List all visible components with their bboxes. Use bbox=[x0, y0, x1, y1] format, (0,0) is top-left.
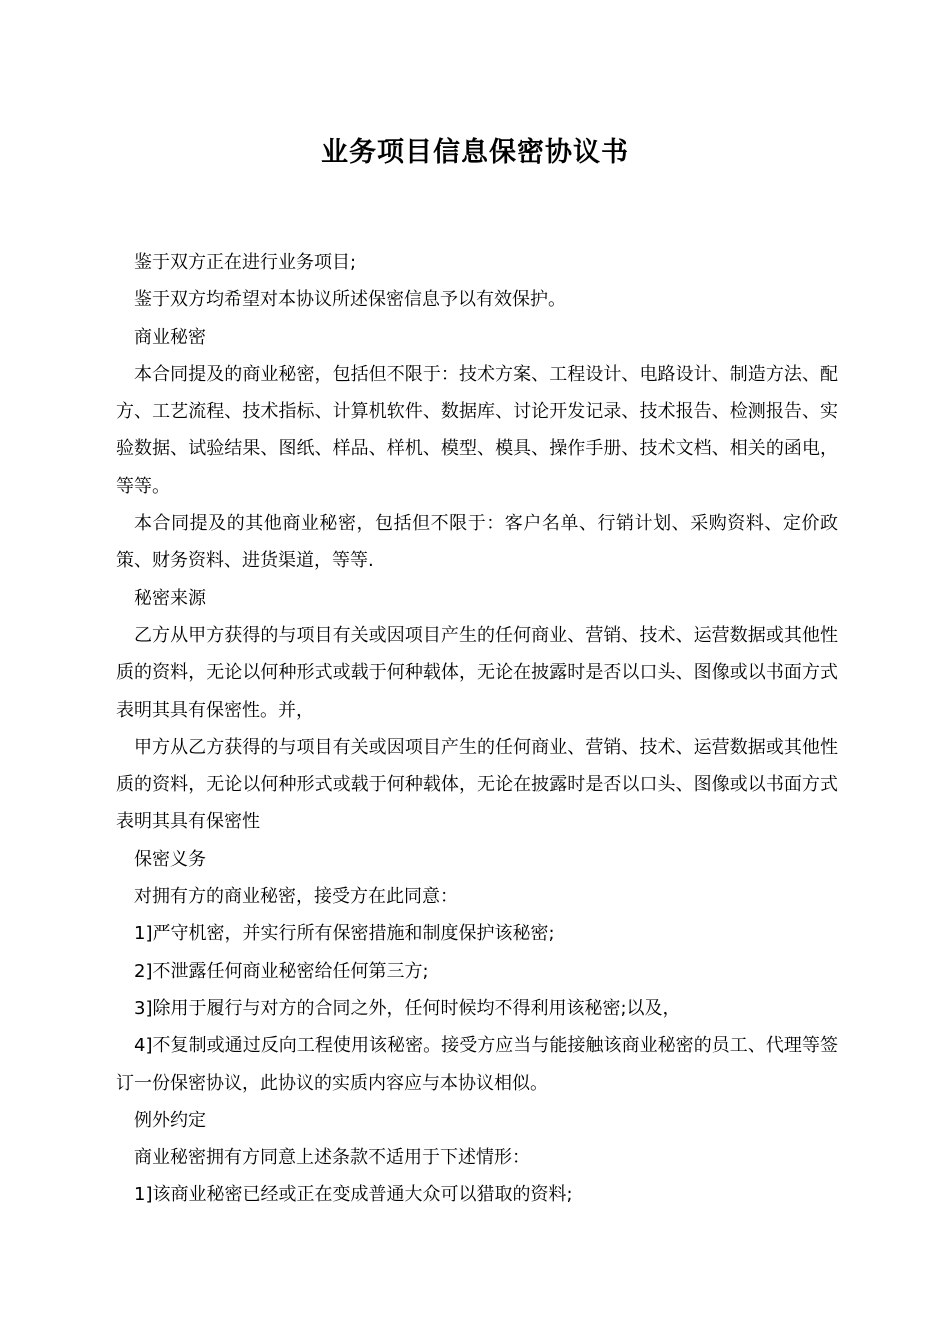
paragraph: 乙方从甲方获得的与项目有关或因项目产生的任何商业、营销、技术、运营数据或其他性质的资料，无论以何种形式或载于何种载体，无论在披露时是否以口头、图像或以书面方式表明其具有保密性。并， bbox=[116, 624, 838, 721]
list-item: 1]严守机密，并实行所有保密措施和制度保护该秘密; bbox=[134, 923, 555, 945]
paragraph: 本合同提及的其他商业秘密，包括但不限于：客户名单、行销计划、采购资料、定价政策、财务资料、进货渠道，等等. bbox=[116, 513, 838, 572]
paragraph: 商业秘密拥有方同意上述条款不适用于下述情形： bbox=[134, 1147, 530, 1169]
list-item: 4]不复制或通过反向工程使用该秘密。接受方应当与能接触该商业秘密的员工、代理等签订一份保密协议，此协议的实质内容应与本协议相似。 bbox=[116, 1035, 838, 1094]
document-title: 业务项目信息保密协议书 bbox=[321, 137, 629, 168]
paragraph: 对拥有方的商业秘密，接受方在此同意： bbox=[134, 886, 458, 908]
list-item: 2]不泄露任何商业秘密给任何第三方; bbox=[134, 960, 429, 982]
section-heading: 商业秘密 bbox=[134, 326, 206, 348]
list-item: 3]除用于履行与对方的合同之外，任何时候均不得利用该秘密;以及， bbox=[134, 997, 681, 1019]
paragraph: 鉴于双方均希望对本协议所述保密信息予以有效保护。 bbox=[134, 289, 566, 311]
paragraph: 甲方从乙方获得的与项目有关或因项目产生的任何商业、营销、技术、运营数据或其他性质的资料，无论以何种形式或载于何种载体，无论在披露时是否以口头、图像或以书面方式表明其具有保密性 bbox=[116, 736, 838, 833]
paragraph: 鉴于双方正在进行业务项目; bbox=[134, 252, 357, 273]
section-heading: 保密义务 bbox=[134, 848, 206, 870]
section-heading: 例外约定 bbox=[134, 1109, 206, 1131]
list-item: 1]该商业秘密已经或正在变成普通大众可以猎取的资料; bbox=[134, 1184, 573, 1206]
document-body bbox=[116, 244, 838, 1214]
section-heading: 秘密来源 bbox=[134, 587, 206, 609]
paragraph: 本合同提及的商业秘密，包括但不限于：技术方案、工程设计、电路设计、制造方法、配方、工艺流程、技术指标、计算机软件、数据库、讨论开发记录、技术报告、检测报告、实验数据、试验结果、图纸、样品、样机、模型、模具、操作手册、技术文档、相关的函电，等等。 bbox=[116, 363, 838, 497]
